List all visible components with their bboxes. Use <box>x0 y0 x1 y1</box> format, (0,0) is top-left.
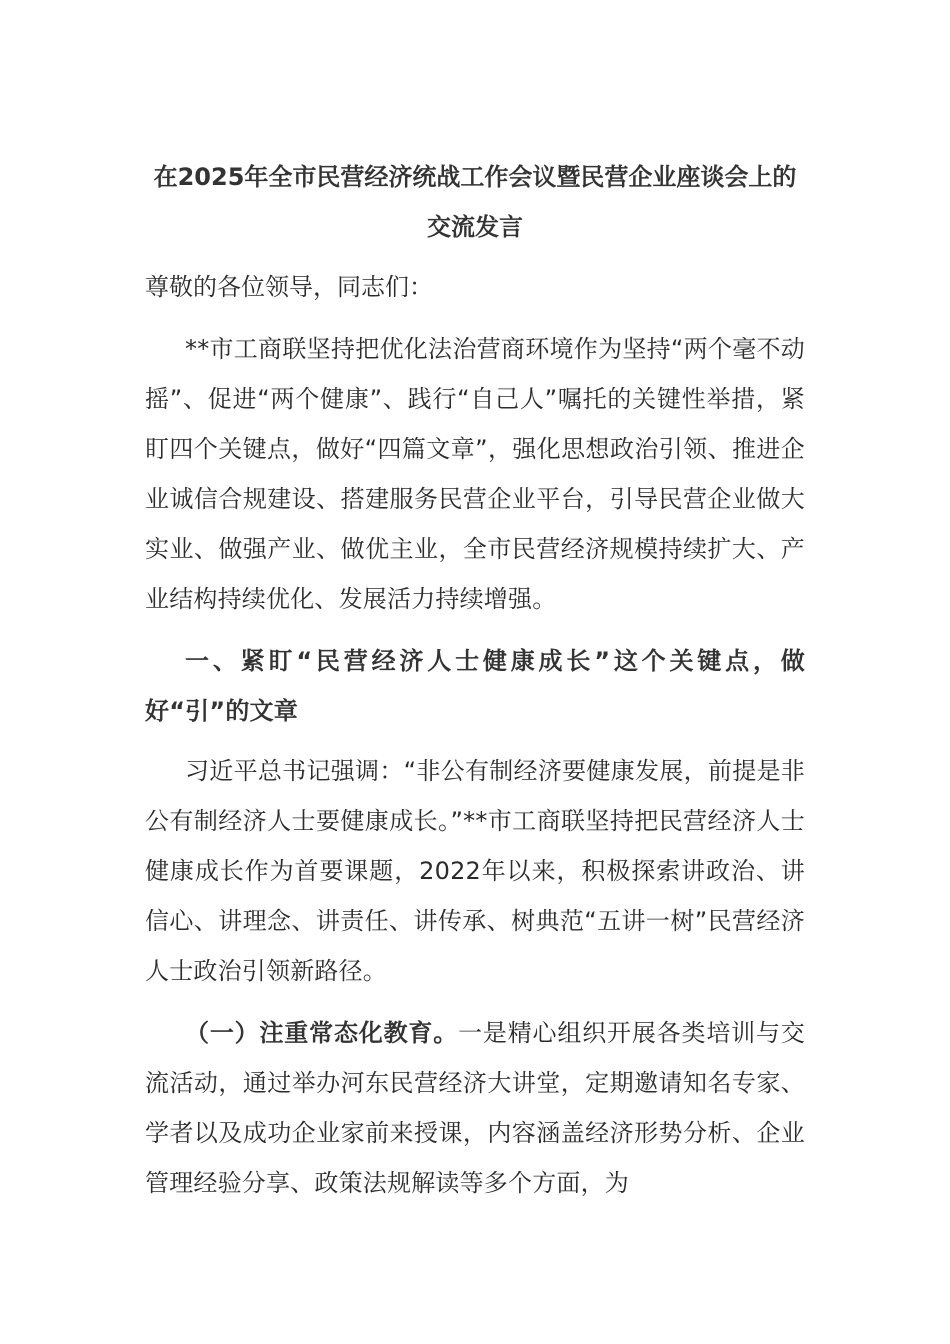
document-title: 在2025年全市民营经济统战工作会议暨民营企业座谈会上的交流发言 <box>153 163 797 241</box>
salutation: 尊敬的各位领导，同志们： <box>145 273 433 301</box>
intro-paragraph: **市工商联坚持把优化法治营商环境作为坚持“两个毫不动摇”、促进“两个健康”、践行“自己人”嘱托的关键性举措，紧盯四个关键点，做好“四篇文章”，强化思想政治引领、推进企业诚信合规建设、搭建服务民营企业平台，引导民营企业做大实业、做强产业、做优主业，全市民营经济规模持续扩大、产业结构持续优化、发展活力持续增强。 <box>145 335 805 613</box>
subsection-1-text: 一是精心组织开展各类培训与交流活动，通过举办河东民营经济大讲堂，定期邀请知名专家、学者以及成功企业家前来授课，内容涵盖经济形势分析、企业管理经验分享、政策法规解读等多个方面，为 <box>145 1019 805 1197</box>
subsection-1-paragraph <box>145 1008 805 1208</box>
section-1-heading: 一、紧盯“民营经济人士健康成长”这个关键点，做好“引”的文章 <box>145 647 805 725</box>
subsection-1-lead: （一）注重常态化教育。 <box>185 1019 459 1047</box>
section-1-paragraph: 习近平总书记强调：“非公有制经济要健康发展，前提是非公有制经济人士要健康成长。”**市工商联坚持把民营经济人士健康成长作为首要课题，2022年以来，积极探索讲政治、讲信心、讲理念、讲责任、讲传承、树典范“五讲一树”民营经济人士政治引领新路径。 <box>145 757 805 985</box>
